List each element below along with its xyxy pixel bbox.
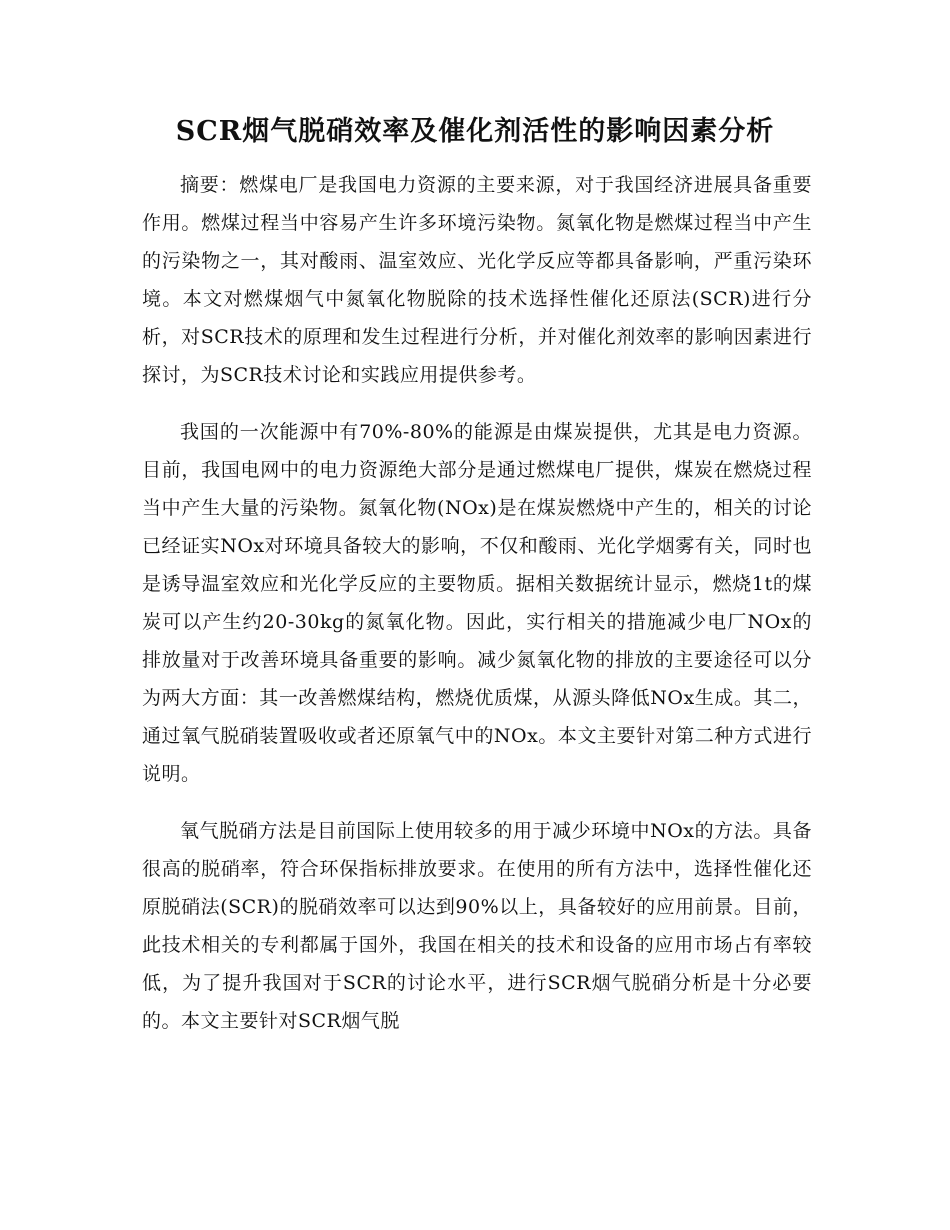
body-paragraph: 我国的一次能源中有70%-80%的能源是由煤炭提供，尤其是电力资源。目前，我国电网中的电力资源绝大部分是通过燃煤电厂提供，煤炭在燃烧过程当中产生大量的污染物。氮氧化物(NOx)是在煤炭燃烧中产生的，相关的讨论已经证实NOx对环境具备较大的影响，不仅和酸雨、光化学烟雾有关，同时也是诱导温室效应和光化学反应的主要物质。据相关数据统计显示，燃烧1t的煤炭可以产生约20-30kg的氮氧化物。因此，实行相关的措施减少电厂NOx的排放量对于改善环境具备重要的影响。减少氮氧化物的排放的主要途径可以分为两大方面：其一改善燃煤结构，燃烧优质煤，从源头降低NOx生成。其二，通过氧气脱硝装置吸收或者还原氧气中的NOx。本文主要针对第二种方式进行说明。 xyxy=(142,421,812,785)
document-title: SCR烟气脱硝效率及催化剂活性的影响因素分析 xyxy=(175,116,775,147)
body-paragraph: 氧气脱硝方法是目前国际上使用较多的用于减少环境中NOx的方法。具备很高的脱硝率，符合环保指标排放要求。在使用的所有方法中，选择性催化还原脱硝法(SCR)的脱硝效率可以达到90%以上，具备较好的应用前景。目前，此技术相关的专利都属于国外，我国在相关的技术和设备的应用市场占有率较低，为了提升我国对于SCR的讨论水平，进行SCR烟气脱硝分析是十分必要的。本文主要针对SCR烟气脱 xyxy=(142,820,812,1032)
abstract-paragraph: 摘要：燃煤电厂是我国电力资源的主要来源，对于我国经济进展具备重要作用。燃煤过程当中容易产生许多环境污染物。氮氧化物是燃煤过程当中产生的污染物之一，其对酸雨、温室效应、光化学反应等都具备影响，严重污染环境。本文对燃煤烟气中氮氧化物脱除的技术选择性催化还原法(SCR)进行分析，对SCR技术的原理和发生过程进行分析，并对催化剂效率的影响因素进行探讨，为SCR技术讨论和实践应用提供参考。 xyxy=(142,174,812,386)
document-body xyxy=(142,166,812,1059)
